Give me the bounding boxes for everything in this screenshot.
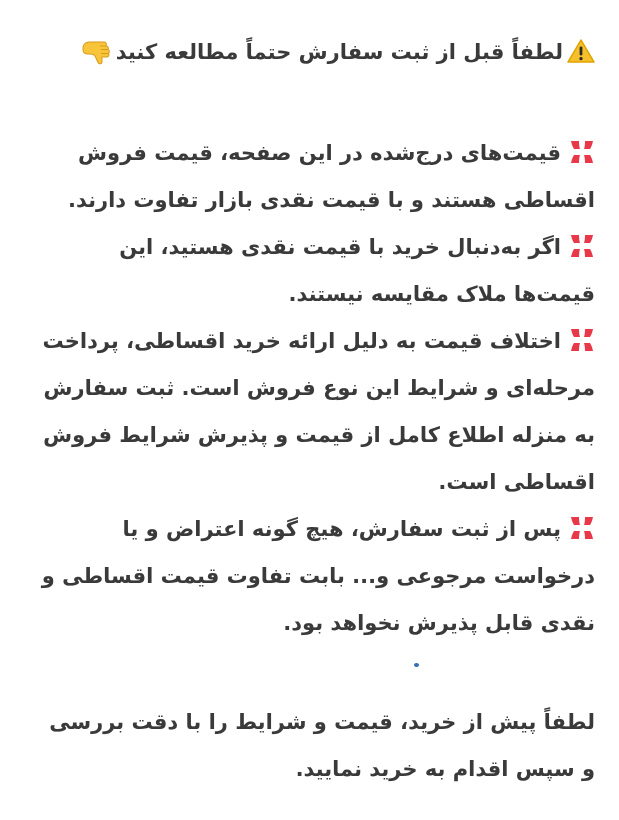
notice-heading-text: لطفاً قبل از ثبت سفارش حتماً مطالعه کنید xyxy=(115,40,563,64)
notice-point-4-text: پس از ثبت سفارش، هیچ گونه اعتراض و یا درخواست مرجوعی و... بابت تفاوت قیمت اقساطی و نقدی قابل پذیرش نخواهد بود. xyxy=(41,517,595,635)
anger-symbol-icon xyxy=(569,511,595,537)
notice-closing: لطفاً پیش از خرید، قیمت و شرایط را با دقت بررسی و سپس اقدام به خرید نمایید. xyxy=(49,710,595,781)
notice-point-3-text: اختلاف قیمت به دلیل ارائه خرید اقساطی، پرداخت مرحله‌ای و شرایط این نوع فروش است. ثبت سفارش به منزله اطلاع کامل از قیمت و پذیرش شرایط فروش اقساطی است. xyxy=(42,329,595,494)
notice-point-2-text: اگر به‌دنبال خرید با قیمت نقدی هستید، این قیمت‌ها ملاک مقایسه نیستند. xyxy=(119,235,595,306)
notice-point-1 xyxy=(38,130,595,224)
notice-point-3 xyxy=(38,318,595,506)
notice-heading xyxy=(38,30,595,74)
anger-symbol-icon xyxy=(569,229,595,255)
notice-point-2 xyxy=(38,224,595,318)
warning-sign-icon xyxy=(567,34,595,58)
notice-point-4 xyxy=(38,506,595,647)
separator-dot xyxy=(414,663,419,667)
notice-point-1-text: قیمت‌های درج‌شده در این صفحه، قیمت فروش اقساطی هستند و با قیمت نقدی بازار تفاوت دارند. xyxy=(68,141,595,212)
backhand-index-pointing-down-icon xyxy=(82,36,114,62)
anger-symbol-icon xyxy=(569,135,595,161)
anger-symbol-icon xyxy=(569,323,595,349)
